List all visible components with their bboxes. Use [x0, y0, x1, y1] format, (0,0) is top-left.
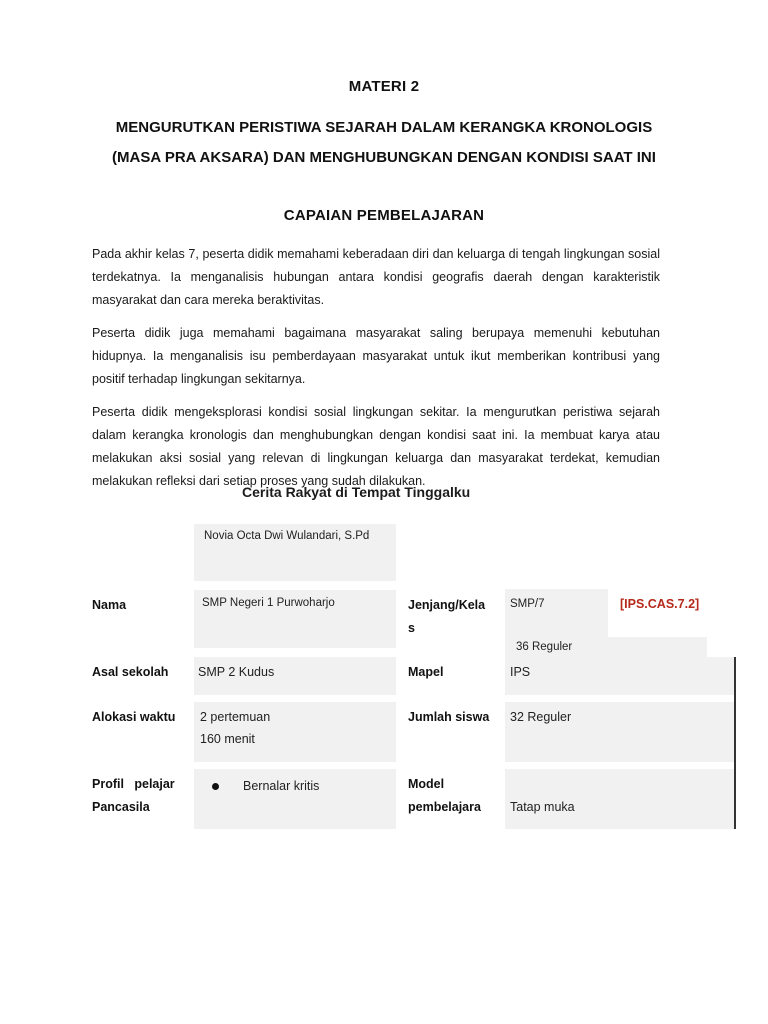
mapel-cell — [505, 657, 735, 695]
bullet-icon — [212, 783, 219, 790]
paragraph-2: Peserta didik juga memahami bagaimana masyarakat saling berupaya memenuhi kebutuhan hidupnya. Ia menganalisis isu pemberdayaan masyarakat untuk ikut memberikan kontribusi yang positif terhadap lingkungan sekitarnya. — [92, 326, 660, 386]
jenjang-cell — [505, 589, 608, 637]
jenjang-label: Jenjang/Kela — [408, 598, 486, 612]
jumlah-cell — [505, 702, 735, 762]
asal-label: Asal sekolah — [92, 665, 169, 679]
alokasi-value-2: 160 menit — [200, 732, 255, 746]
model-value: Tatap muka — [510, 800, 575, 814]
author-cell — [194, 524, 396, 581]
profil-label-cont: Pancasila — [92, 800, 150, 814]
materi-heading: MATERI 2 — [348, 78, 420, 95]
asal-value: SMP 2 Kudus — [198, 665, 275, 679]
paragraph-1: Pada akhir kelas 7, peserta didik memahami keberadaan diri dan keluarga di tengah lingkungan sosial terdekatnya. Ia menganalisis hubungan antara kondisi geografis daerah dengan karakteristik masyarakat dan cara mereka beraktivitas. — [92, 247, 660, 307]
profil-cell — [194, 769, 396, 829]
card-title: Cerita Rakyat di Tempat Tinggalku — [242, 484, 471, 500]
jumlah-label: Jumlah siswa — [408, 710, 490, 724]
nama-cell — [194, 590, 396, 648]
nama-label: Nama — [92, 598, 127, 612]
title-line-1: MENGURUTKAN PERISTIWA SEJARAH DALAM KERANGKA KRONOLOGIS — [115, 119, 653, 136]
kode-capaian: [IPS.CAS.7.2] — [620, 597, 700, 611]
model-label: Model — [408, 777, 445, 791]
mapel-value: IPS — [510, 665, 531, 679]
jumlah-value: 32 Reguler — [510, 710, 572, 724]
nama-value: SMP Negeri 1 Purwoharjo — [202, 597, 335, 609]
model-cell — [505, 769, 735, 829]
table-right-border — [734, 657, 736, 829]
author-name: Novia Octa Dwi Wulandari, S.Pd — [204, 530, 370, 542]
jenjang-label-cont: s — [408, 621, 415, 635]
jenjang-value: SMP/7 — [510, 598, 545, 610]
alokasi-value-1: 2 pertemuan — [200, 710, 271, 724]
model-label-cont: pembelajara — [408, 800, 481, 814]
title-line-2: (MASA PRA AKSARA) DAN MENGHUBUNGKAN DENGAN KONDISI SAAT INI — [112, 149, 656, 166]
paragraph-3: Peserta didik mengeksplorasi kondisi sosial lingkungan sekitar. Ia mengurutkan peristiwa sejarah dalam kerangka kronologis dan menghubungkan dengan kondisi saat ini. Ia membuat karya atau melakukan aksi sosial yang relevan di lingkungan keluarga dan masyarakat terdekat, kemudian melakukan refleksi dari setiap proses yang sudah dilakukan. — [92, 405, 660, 488]
alokasi-cell — [194, 702, 396, 762]
reguler-top-value: 36 Reguler — [516, 641, 573, 653]
profil-value: Bernalar kritis — [243, 779, 320, 793]
asal-cell — [194, 657, 396, 695]
mapel-label: Mapel — [408, 665, 444, 679]
alokasi-label: Alokasi waktu — [92, 710, 176, 724]
section-heading: CAPAIAN PEMBELAJARAN — [283, 207, 485, 224]
profil-label: Profil pelajar — [92, 777, 175, 791]
reguler-top-cell — [505, 637, 707, 657]
